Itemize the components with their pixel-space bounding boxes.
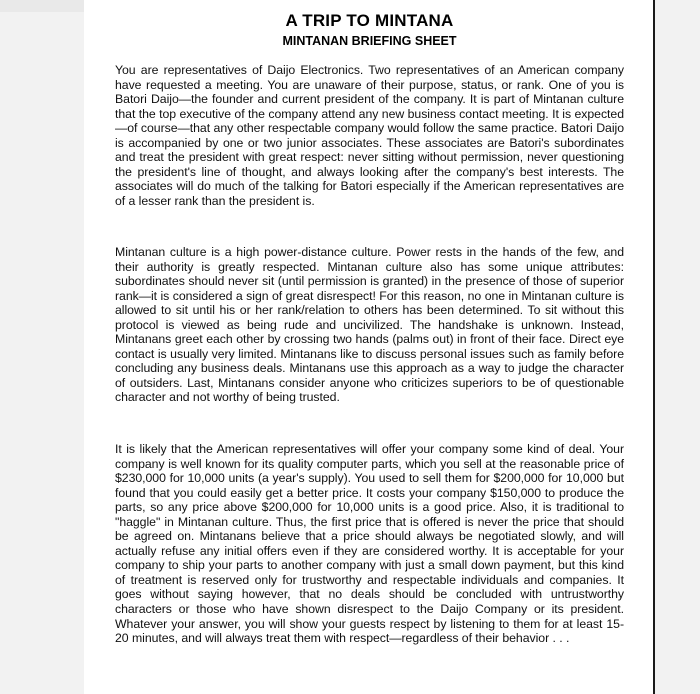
paragraph-intro: You are representatives of Daijo Electronics. Two representatives of an American company have requested a meeting. You are unaware of their purpose, status, or rank. One of you is Batori Daijo—the founder and current president of the company. It is part of Mintanan culture that the top executive of the company attend any new business contact meeting. It is expected—of course—that any other respectable company would follow the same practice. Batori Daijo is accompanied by one or two junior associates. These associates are Batori's subordinates and treat the president with great respect: never sitting without permission, never questioning the president's line of thought, and always looking after the company's best interests. The associates will do much of the talking for Batori especially if the American representatives are of a lesser rank than the president is. <box>115 63 624 208</box>
document-page <box>84 0 655 694</box>
paragraph-deal: It is likely that the American representatives will offer your company some kind of deal. Your company is well known for its quality computer parts, which you sell at the reasonable price of $230,000 for 10,000 units (a year's supply). You used to sell them for $200,000 for 10,000 but found that you could easily get a better price. It costs your company $150,000 to produce the parts, so any price above $200,000 for 10,000 units is a good price. Also, it is traditional to "haggle" in Mintanan culture. Thus, the first price that is offered is never the price that should be agreed on. Mintanans believe that a price should always be negotiated slowly, and will actually refuse any initial offers even if they are considered worthy. It is acceptable for your company to ship your parts to another company with just a small down payment, but this kind of treatment is reserved only for trustworthy and respectable individuals and companies. It goes without saying however, that no deals should be concluded with untrustworthy characters or those who have shown disrespect to the Daijo Company or its president. Whatever your answer, you will show your guests respect by listening to them for at least 15-20 minutes, and will always treat them with respect—regardless of their behavior . . . <box>115 442 624 646</box>
document-subtitle: MINTANAN BRIEFING SHEET <box>282 34 457 48</box>
document-title: A TRIP TO MINTANA <box>285 11 454 30</box>
paragraph-culture: Mintanan culture is a high power-distance culture. Power rests in the hands of the few, and their authority is greatly respected. Mintanan culture also has some unique attributes: subordinates should never sit (until permission is granted) in the presence of those of superior rank—it is considered a sign of great disrespect! For this reason, no one in Mintanan culture is allowed to sit until his or her rank/relation to others has been determined. To sit without this protocol is viewed as being rude and uncivilized. The handshake is unknown. Instead, Mintanans greet each other by crossing two hands (palms out) in front of their face. Direct eye contact is usually very limited. Mintanans like to discuss personal issues such as family before concluding any business deals. Mintanans use this approach as a way to judge the character of outsiders. Last, Mintanans consider anyone who criticizes superiors to be of questionable character and not worthy of being trusted. <box>115 245 624 405</box>
